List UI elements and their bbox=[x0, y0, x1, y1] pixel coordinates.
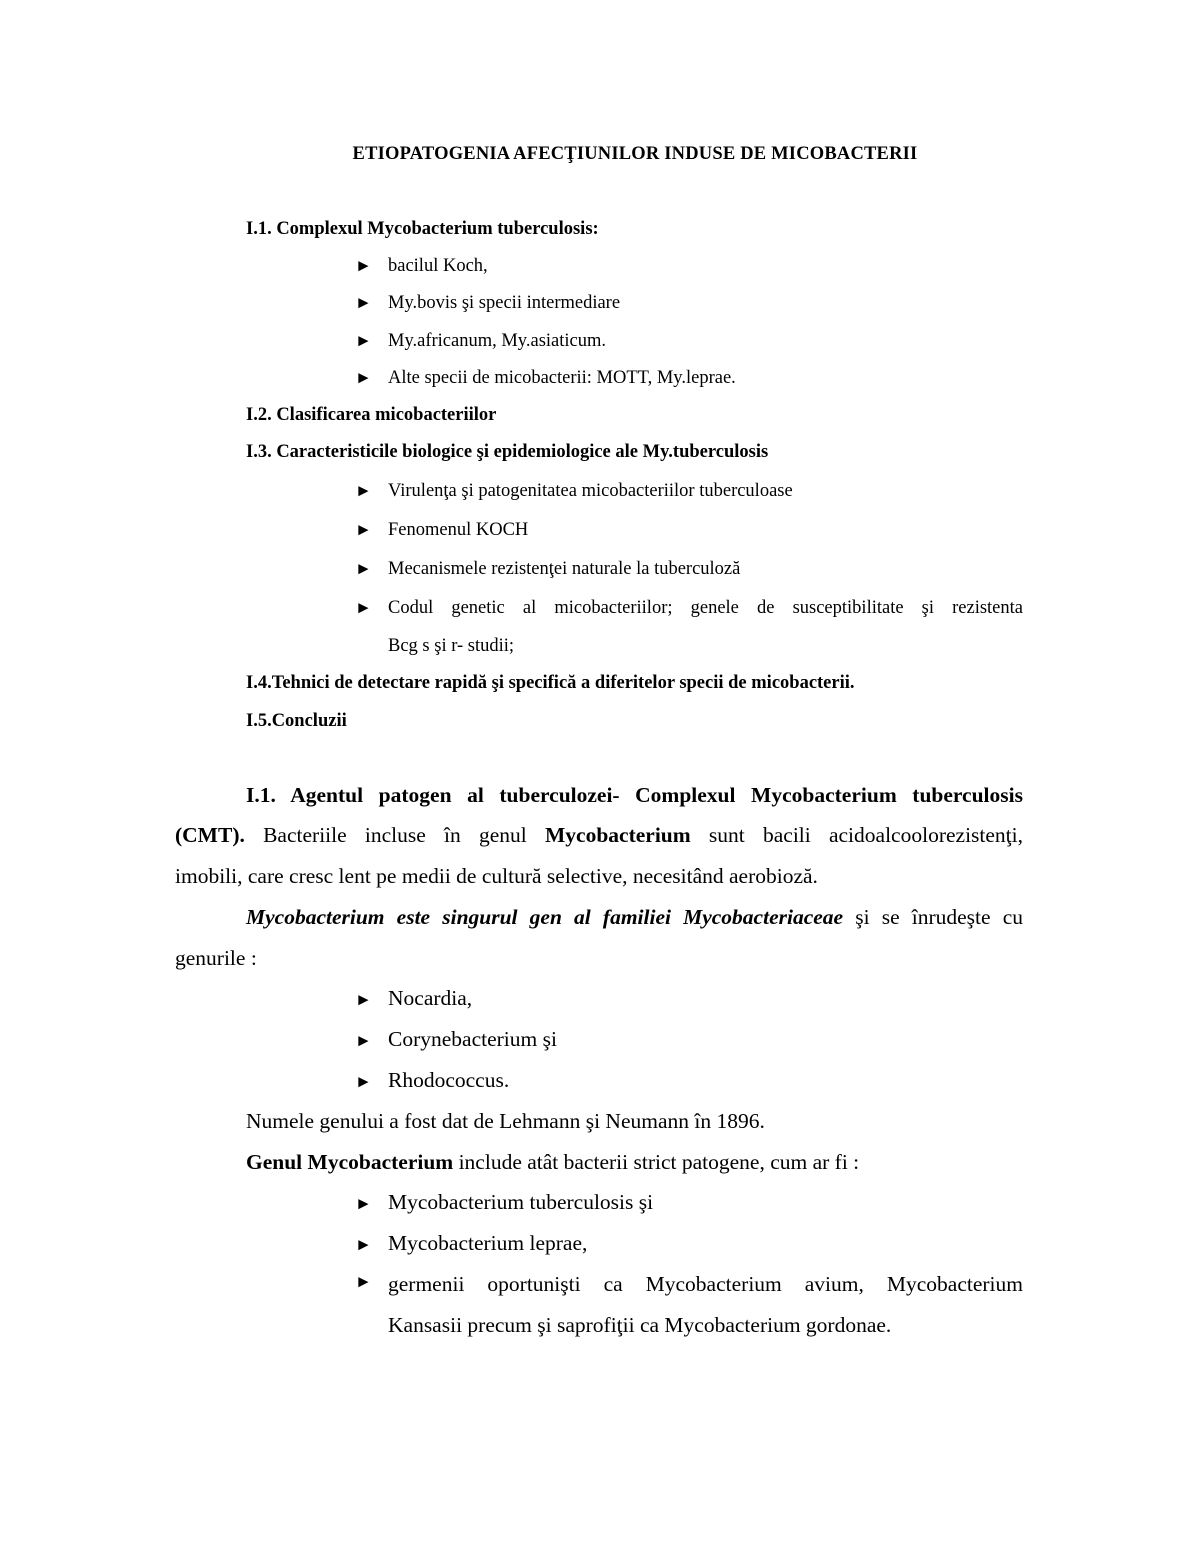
toc-item: ► Codul genetic al micobacteriilor; genele de susceptibilitate şi rezistenta bbox=[355, 598, 1023, 618]
toc-item: ► Fenomenul KOCH bbox=[355, 520, 529, 540]
list-item: ► Mycobacterium tuberculosis şi bbox=[355, 1190, 654, 1214]
arrow-bullet-icon: ► bbox=[355, 256, 372, 275]
list-item-continuation: Kansasii precum şi saprofiţii ca Mycobacterium gordonae. bbox=[388, 1313, 892, 1337]
arrow-bullet-icon: ► bbox=[355, 293, 372, 312]
arrow-bullet-icon: ► bbox=[355, 368, 372, 387]
list-item: ► germenii oportunişti ca Mycobacterium avium, Mycobacterium bbox=[355, 1272, 1023, 1296]
arrow-bullet-icon: ► bbox=[355, 990, 372, 1009]
list-item: ► Corynebacterium şi bbox=[355, 1027, 557, 1051]
list-item: ► Nocardia, bbox=[355, 986, 473, 1010]
toc-item: ► My.africanum, My.asiaticum. bbox=[355, 331, 606, 351]
arrow-bullet-icon: ► bbox=[355, 1235, 372, 1254]
toc-item: ► bacilul Koch, bbox=[355, 256, 488, 276]
toc-item: ► Mecanismele rezistenţei naturale la tuberculoză bbox=[355, 559, 741, 579]
toc-heading-3: I.3. Caracteristicile biologice şi epidemiologice ale My.tuberculosis bbox=[246, 442, 769, 462]
paragraph-line: Mycobacterium este singurul gen al familiei Mycobacteriaceae şi se înrudeşte cu bbox=[246, 905, 1023, 929]
arrow-bullet-icon: ► bbox=[355, 598, 372, 617]
paragraph-line: Numele genului a fost dat de Lehmann şi Neumann în 1896. bbox=[246, 1109, 765, 1133]
toc-item: ► Alte specii de micobacterii: MOTT, My.leprae. bbox=[355, 368, 736, 388]
arrow-bullet-icon: ► bbox=[355, 1031, 372, 1050]
toc-heading-2: I.2. Clasificarea micobacteriilor bbox=[246, 405, 497, 425]
toc-heading-4: I.4.Tehnici de detectare rapidă şi specifică a diferitelor specii de micobacterii. bbox=[246, 673, 855, 693]
section-heading: I.1. Agentul patogen al tuberculozei- Complexul Mycobacterium tuberculosis bbox=[246, 783, 1023, 807]
page-title: ETIOPATOGENIA AFECŢIUNILOR INDUSE DE MICOBACTERII bbox=[352, 144, 918, 164]
paragraph-line: (CMT). Bacteriile incluse în genul Mycobacterium sunt bacili acidoalcoolorezistenţi, bbox=[175, 823, 1023, 847]
toc-item: ► My.bovis şi specii intermediare bbox=[355, 293, 621, 313]
paragraph-line: genurile : bbox=[175, 946, 257, 970]
arrow-bullet-icon: ► bbox=[355, 1072, 372, 1091]
toc-item: ► Virulenţa şi patogenitatea micobacteriilor tuberculoase bbox=[355, 481, 793, 501]
list-item: ► Rhodococcus. bbox=[355, 1068, 510, 1092]
paragraph-line: imobili, care cresc lent pe medii de cultură selective, necesitând aerobioză. bbox=[175, 864, 818, 888]
toc-heading-5: I.5.Concluzii bbox=[246, 711, 347, 731]
toc-item-continuation: Bcg s şi r- studii; bbox=[388, 636, 515, 656]
arrow-bullet-icon: ► bbox=[355, 1272, 372, 1291]
arrow-bullet-icon: ► bbox=[355, 331, 372, 350]
toc-heading-1: I.1. Complexul Mycobacterium tuberculosis: bbox=[246, 219, 599, 239]
list-item: ► Mycobacterium leprae, bbox=[355, 1231, 588, 1255]
paragraph-line: Genul Mycobacterium include atât bacterii strict patogene, cum ar fi : bbox=[246, 1150, 860, 1174]
arrow-bullet-icon: ► bbox=[355, 481, 372, 500]
arrow-bullet-icon: ► bbox=[355, 559, 372, 578]
arrow-bullet-icon: ► bbox=[355, 520, 372, 539]
arrow-bullet-icon: ► bbox=[355, 1194, 372, 1213]
